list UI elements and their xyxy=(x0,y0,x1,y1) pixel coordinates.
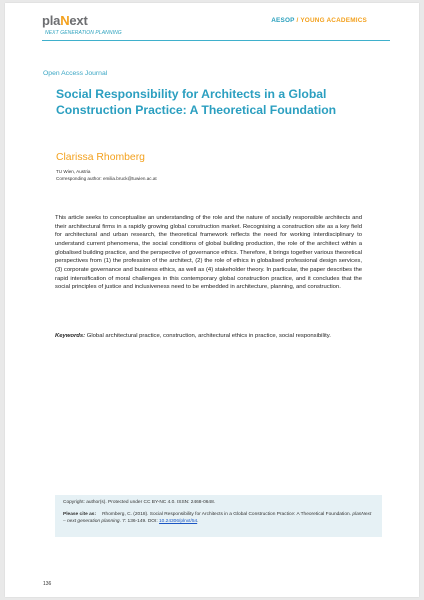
cite-end: . xyxy=(197,519,199,524)
logo-subtitle: NEXT GENERATION PLANNING xyxy=(45,30,122,36)
page-number: 136 xyxy=(43,581,52,587)
journal-label: Open Access Journal xyxy=(43,70,108,77)
corresponding-author: Corresponding author: emilia.bruck@tuwien.ac.at xyxy=(56,176,157,181)
header-rule xyxy=(42,40,390,41)
citation xyxy=(63,511,375,525)
author-affiliation: TU Wien, Austria xyxy=(56,169,91,174)
author-name: Clarissa Rhomberg xyxy=(56,152,145,163)
logo-part-2: ext xyxy=(69,13,88,28)
keywords-text: Global architectural practice, construction, architectural ethics in practice, social responsibility. xyxy=(85,333,331,339)
logo-part-accent: N xyxy=(60,13,70,28)
series-young-academics: YOUNG ACADEMICS xyxy=(300,17,367,24)
cite-text: Rhomberg, C. (2018). Social Responsibility for Architects in a Global Construction Practice: A Theoretical Foundation. xyxy=(102,512,353,517)
series-separator: / xyxy=(294,17,301,24)
doi-link[interactable]: 10.24306/plnxt/54 xyxy=(159,519,198,524)
article-title: Social Responsibility for Architects in a Global Construction Practice: A Theoretical Foundation xyxy=(56,87,337,117)
cite-label: Please cite as: xyxy=(63,512,97,517)
cite-tail: . 7: 136-149. DOI: xyxy=(119,519,160,524)
keywords xyxy=(55,332,362,341)
abstract: This article seeks to conceptualise an understanding of the role and the nature of socially responsible architects and their architectural firms in a rapidly growing global construction market. Recognising a construction site as a key field for architectural and urban research, the theoretical framework reflects the need for working interdisciplinary to understand current phenomena, the social conditions of global building production, the role of the architect within a globalised building practice, and the perspective of governance ethics. Therefore, it brings together various theoretical perspectives from (1) the profession of the architect, (2) the role of ethics in globalised professional design services, (3) corporate governance and business ethics, as well as (4) stakeholder theory. In particular, the paper describes the rapid intensification of moral challenges in this contemporary global construction practice, and it concludes that the social principles of justice and inclusiveness need to be embedded in architecture, planning, and construction. xyxy=(55,215,362,291)
paper-page xyxy=(5,3,419,597)
series-label xyxy=(271,17,367,24)
keywords-label: Keywords: xyxy=(55,333,86,339)
logo-part-1: pla xyxy=(42,13,61,28)
series-aesop: AESOP xyxy=(271,17,295,24)
journal-logo xyxy=(42,13,88,28)
cite-journal: planNext – next generation planning xyxy=(63,512,372,524)
copyright-notice: Copyright: author(s). Protected under CC BY-NC 4.0. ISSN: 2468-0648. xyxy=(63,500,216,505)
